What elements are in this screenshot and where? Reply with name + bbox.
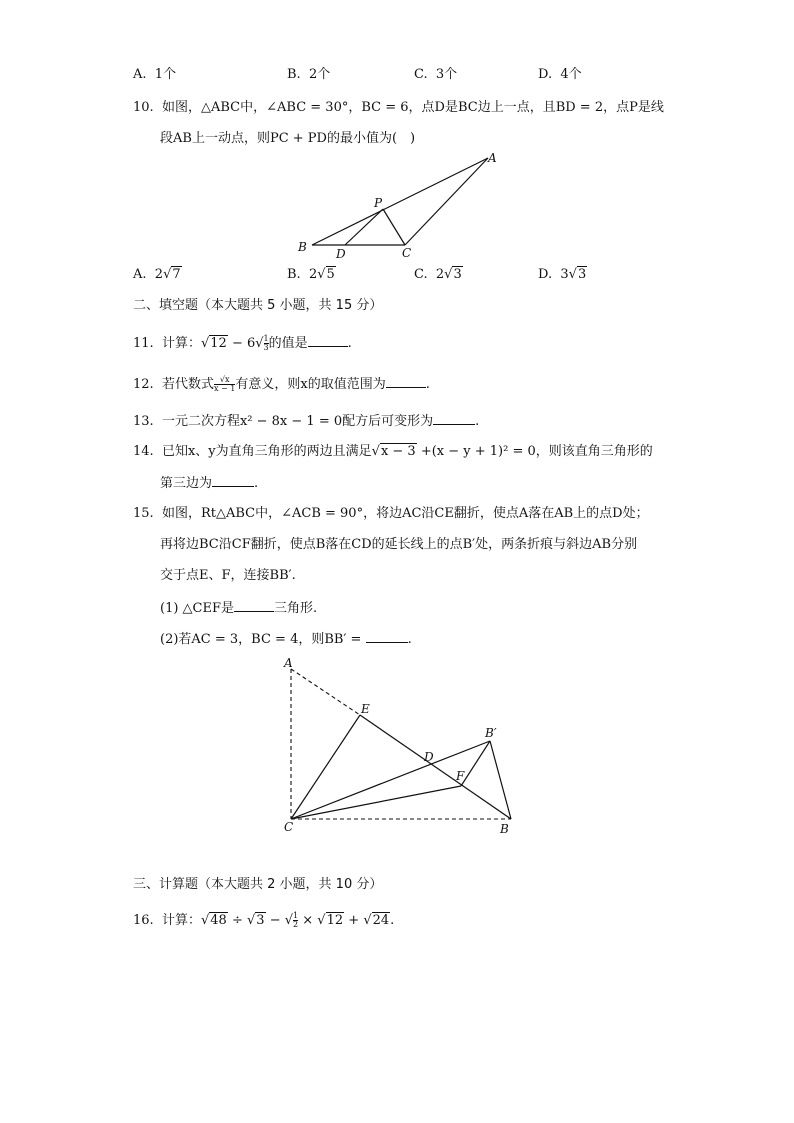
q9-option-d: D. 4个 <box>538 67 582 82</box>
q15-figure <box>278 655 528 840</box>
q10-figure <box>290 150 510 265</box>
q10-option-c: C. 2√3 <box>414 267 462 282</box>
q13-answer-blank <box>433 411 475 425</box>
q10-label-b: B <box>298 240 307 254</box>
q15-sub1: (1) △CEF是 三角形. <box>160 598 317 618</box>
q10-label-c: C <box>402 246 412 260</box>
q16: 16. 计算：√48 ÷ √3 − √ $\frac{1}{2}$ × √12 + √24. <box>133 911 395 929</box>
q11-answer-blank <box>308 333 348 347</box>
section2-title: 二、填空题（本大题共 5 小题，共 15 分） <box>133 298 383 313</box>
q9-option-c: C. 3个 <box>414 67 458 82</box>
q13: 13. 一元二次方程x² − 8x − 1 = 0配方后可变形为 . <box>133 411 479 431</box>
q10-label-a: A <box>488 151 497 165</box>
q15-label-e: E <box>361 702 370 716</box>
q15-sub2: (2)若AC = 3，BC = 4，则BB′ = . <box>160 629 412 649</box>
section3-title: 三、计算题（本大题共 2 小题，共 10 分） <box>133 877 383 892</box>
q11: 11. 计算：√12 − 6√ $\frac{1}{3}$ 的值是 . <box>133 334 352 352</box>
q15-line1: 15. 如图，Rt△ABC中，∠ACB = 90°，将边AC沿CE翻折，使点A落在AB上的点D处； <box>133 506 649 521</box>
q10-option-d: D. 3√3 <box>538 267 587 282</box>
q15-line3: 交于点E、F，连接BB′. <box>160 568 296 583</box>
q12-answer-blank <box>386 374 426 388</box>
q15-label-b: B <box>500 822 509 836</box>
q15-line2: 再将边BC沿CF翻折，使点B落在CD的延长线上的点B′处，两条折痕与斜边AB分别 <box>160 537 638 552</box>
q15-sub1-blank <box>234 598 274 612</box>
q9-option-b: B. 2个 <box>287 67 331 82</box>
q9-option-a: A. 1个 <box>133 67 177 82</box>
q15-label-d: D <box>424 750 434 764</box>
q14-answer-blank <box>212 473 254 487</box>
q15-sub2-blank <box>366 629 408 643</box>
q14-line2: 第三边为 . <box>160 473 258 493</box>
q10-line2: 段AB上一动点，则PC + PD的最小值为( ) <box>160 131 416 146</box>
q10-label-p: P <box>374 196 383 210</box>
q10-option-b: B. 2√5 <box>287 267 335 282</box>
q10-option-a: A. 2√7 <box>133 267 181 282</box>
q15-label-a: A <box>284 656 293 670</box>
q10-label-d: D <box>336 247 346 261</box>
q15-label-f: F <box>456 769 465 783</box>
q14-line1: 14. 已知x、y为直角三角形的两边且满足√x − 3 +(x − y + 1)² = 0，则该直角三角形的 <box>133 444 653 459</box>
q15-label-b2: B′ <box>485 726 497 740</box>
q12: 12. 若代数式 $\frac{√x}{x - 1}$ 有意义，则x的取值范围为 . <box>133 375 430 393</box>
q15-label-c: C <box>284 820 294 834</box>
q10-line1: 10. 如图，△ABC中，∠ABC = 30°，BC = 6，点D是BC边上一点，且BD = 2，点P是线 <box>133 100 664 115</box>
